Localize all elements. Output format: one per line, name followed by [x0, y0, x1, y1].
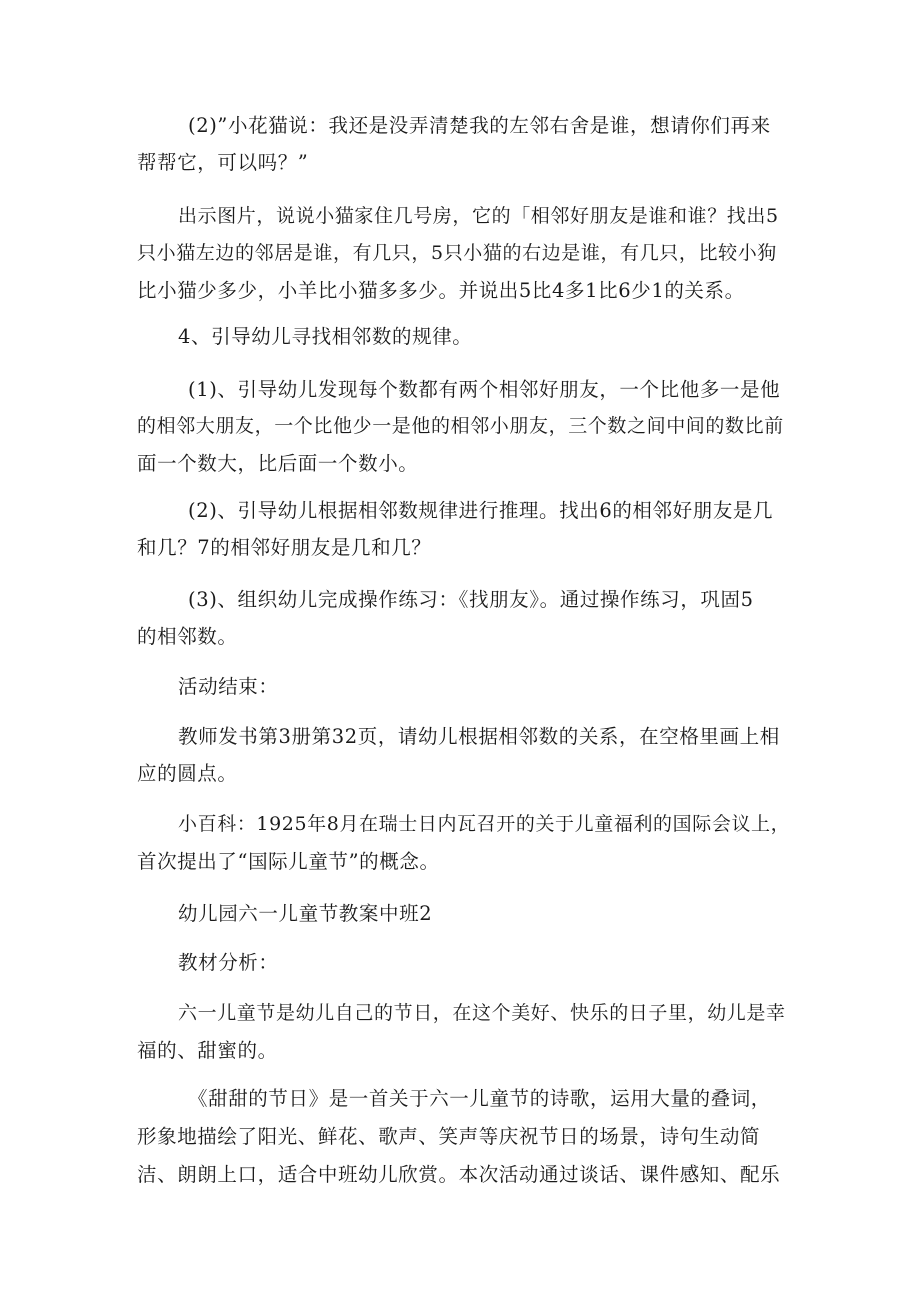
paragraph-line: 洁、朗朗上口，适合中班幼儿欣赏。本次活动通过谈话、课件感知、配乐	[137, 1163, 781, 1186]
paragraph-line: 的相邻数。	[137, 625, 238, 648]
paragraph-line: 的相邻大朋友，一个比他少一是他的相邻小朋友，三个数之间中间的数比前	[137, 415, 784, 437]
paragraph-line: 出示图片，说说小猫家住几号房，它的「相邻好朋友是谁和谁？找出5	[178, 205, 779, 227]
paragraph-line: 比小猫少多少，小羊比小猫多多少。并说出5比4多1比6少1的关系。	[137, 279, 745, 302]
paragraph-line: 帮帮它，可以吗？”	[137, 151, 309, 174]
paragraph-line: 形象地描绘了阳光、鲜花、歌声、笑声等庆祝节日的场景，诗句生动简	[137, 1125, 761, 1148]
section-heading: 教材分析：	[178, 951, 279, 974]
paragraph-line: 面一个数大，比后面一个数小。	[137, 452, 419, 475]
paragraph-line: 首次提出了“国际儿童节”的概念。	[137, 850, 440, 873]
paragraph-line: (3)、组织幼儿完成操作练习：《找朋友》。通过操作练习，巩固5	[188, 588, 754, 611]
paragraph-line: 应的圆点。	[137, 762, 238, 785]
paragraph-line: (2)、引导幼儿根据相邻数规律进行推理。找出6的相邻好朋友是几	[188, 499, 774, 522]
paragraph-line: 《甜甜的节日》是一首关于六一儿童节的诗歌，运用大量的叠词，	[188, 1087, 771, 1110]
paragraph-line: 六一儿童节是幼儿自己的节日，在这个美好、快乐的日子里，幼儿是幸	[178, 1002, 786, 1024]
paragraph-line: 只小猫左边的邻居是谁，有几只，5只小猫的右边是谁，有几只，比较小狗	[137, 242, 777, 264]
paragraph-line: 教师发书第3册第32页，请幼儿根据相邻数的关系，在空格里画上相	[178, 725, 780, 748]
section-heading: 活动结束：	[178, 675, 279, 698]
paragraph-line: 和几？7的相邻好朋友是几和几？	[137, 536, 432, 559]
paragraph-line: (1)、引导幼儿发现每个数都有两个相邻好朋友，一个比他多一是他	[188, 378, 781, 401]
section-title: 幼儿园六一儿童节教案中班2	[178, 902, 433, 925]
section-heading: 4、引导幼儿寻找相邻数的规律。	[178, 325, 473, 348]
paragraph-line: (2)”小花猫说：我还是没弄清楚我的左邻右舍是谁，想请你们再来	[188, 114, 771, 137]
paragraph-line: 小百科：1925年8月在瑞士日内瓦召开的关于儿童福利的国际会议上，	[178, 813, 791, 835]
paragraph-line: 福的、甜蜜的。	[137, 1039, 278, 1062]
